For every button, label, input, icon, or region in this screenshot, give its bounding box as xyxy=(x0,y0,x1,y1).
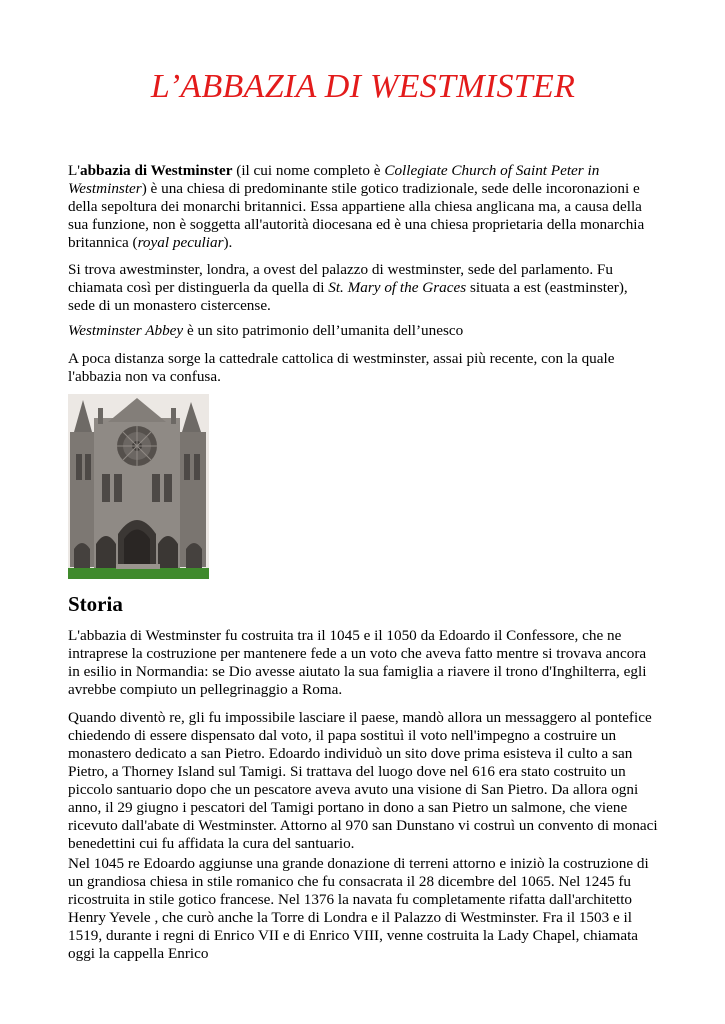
italic-term: Collegiate Church of Saint Peter in Westminster xyxy=(68,162,600,197)
intro-paragraph-3 xyxy=(68,322,658,340)
text-run: (il cui nome completo è xyxy=(232,162,385,179)
intro-paragraph-4: A poca distanza sorge la cattedrale cattolica di westminster, assai più recente, con la quale l'abbazia non va confusa. xyxy=(68,350,615,385)
storia-paragraph-3: Nel 1045 re Edoardo aggiunse una grande donazione di terreni attorno e iniziò la costruzione di un grandiosa chiesa in stile romanico che fu consacrata il 28 dicembre del 1065. Nel 1245 fu ricostruita in stile gotico francese. Nel 1376 la navata fu completamente rifatta dall'architetto Henry Yevele , che curò anche la Torre di Londra e il Palazzo di Westminster. Fra il 1503 e il 1519, durante i regni di Enrico VII e di Enrico VIII, venne costruita la Lady Chapel, chiamata oggi la cappella Enrico xyxy=(68,855,649,962)
intro-paragraph-1 xyxy=(68,162,658,252)
page-title: L’ABBAZIA DI WESTMISTER xyxy=(150,68,576,105)
storia-paragraph-2: Quando diventò re, gli fu impossibile lasciare il paese, mandò allora un messaggero al pontefice chiedendo di essere dispensato dal voto, il papa sostituì il voto nell'impegno a costruire un monastero dedicato a san Pietro. Edoardo individuò un sito dove prima esisteva il culto a san Pietro, a Thorney Island sul Tamigi. Si trattava del luogo dove nel 616 era stato costruito un piccolo santuario dopo che un pescatore aveva avuto una visione di San Pietro. Da allora ogni anno, il 29 giugno i pescatori del Tamigi portano in dono a san Pietro un salmone, che viene ricevuto dall'abate di Westminster. Attorno al 970 san Dunstano vi costruì un convento di monaci benedettini cui fu affidata la cura del santuario. xyxy=(68,709,658,852)
section-heading-storia: Storia xyxy=(68,592,123,616)
text-run: L' xyxy=(68,162,81,179)
text-run: situata a est (eastminster), sede di un monastero cistercense. xyxy=(68,279,628,314)
intro-paragraph-2 xyxy=(68,261,658,315)
italic-term: Westminster Abbey xyxy=(68,322,184,339)
abbey-photo xyxy=(68,394,209,579)
italic-term: St. Mary of the Graces xyxy=(328,279,467,296)
text-run: ). xyxy=(223,234,233,251)
westminster-abbey-facade-image xyxy=(68,394,209,579)
storia-paragraph-1: L'abbazia di Westminster fu costruita tra il 1045 e il 1050 da Edoardo il Confessore, che ne intraprese la costruzione per mantenere fede a un voto che aveva fatto mentre si trovava ancora in esilio in Normandia: se Dio avesse aiutato la sua famiglia a riavere il trono d'Inghilterra, egli avrebbe compiuto un pellegrinaggio a Roma. xyxy=(68,627,647,698)
italic-term: royal peculiar xyxy=(137,234,224,251)
text-run: ) è una chiesa di predominante stile gotico tradizionale, sede delle incoronazioni e della sepoltura dei monarchi britannici. Essa appartiene alla chiesa anglicana ma, a causa della sua funzione, non è soggetta all'autorità diocesana ed è una chiesa proprietaria della monarchia britannica ( xyxy=(68,180,645,251)
bold-term: abbazia di Westminster xyxy=(80,162,233,179)
text-run: è un sito patrimonio dell’umanita dell’unesco xyxy=(183,322,464,339)
text-run: Si trova awestminster, londra, a ovest del palazzo di westminster, sede del parlamento. Fu chiamata così per distinguerla da quella di xyxy=(68,261,613,296)
